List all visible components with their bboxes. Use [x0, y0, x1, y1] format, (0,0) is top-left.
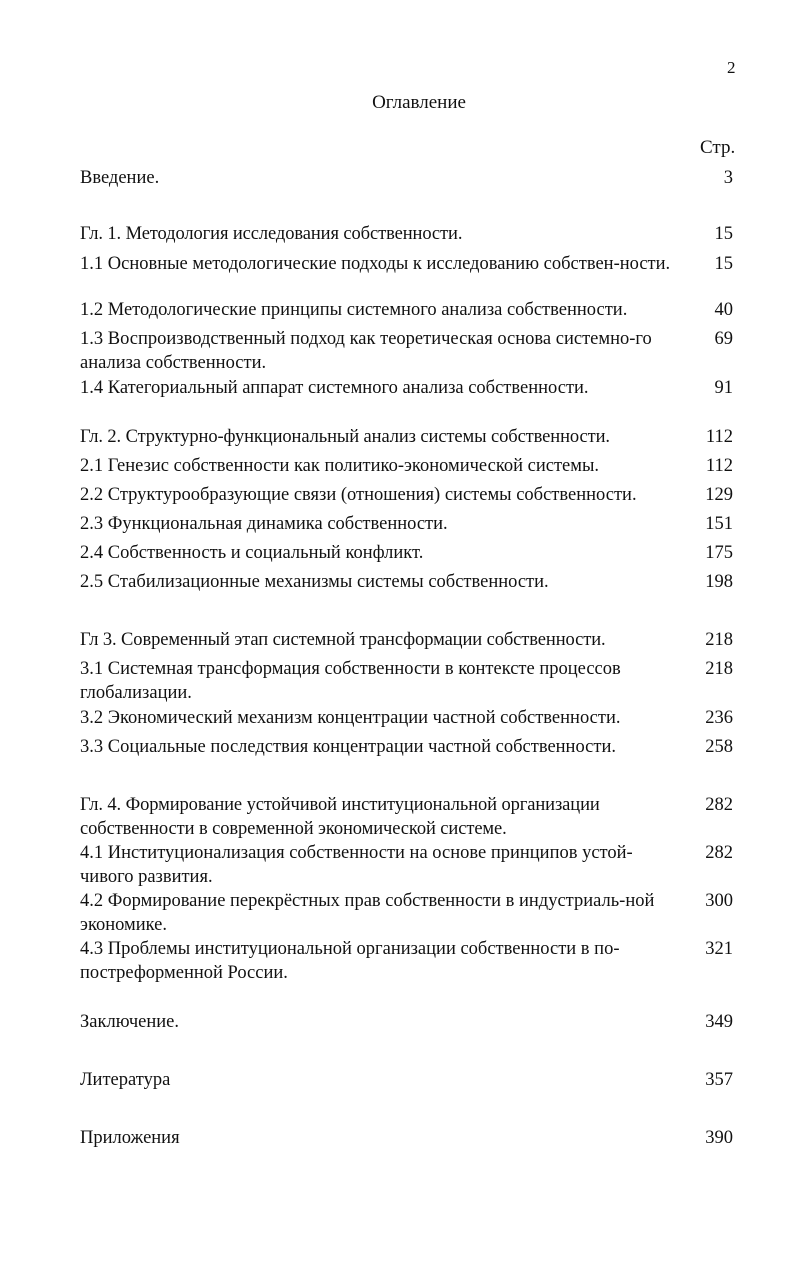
toc-entry-page: 258 [705, 737, 733, 757]
toc-entry-text: 1.2 Методологические принципы системного анализа собственности. [80, 300, 628, 320]
toc-entry-text: Гл. 2. Структурно-функциональный анализ системы собственности. [80, 427, 610, 447]
toc-entry-2-3 [80, 512, 735, 536]
toc-entry-conclusion [80, 1010, 735, 1034]
toc-entry-page: 321 [705, 939, 733, 959]
toc-entry-page: 349 [705, 1012, 733, 1032]
toc-entry-text: Введение. [80, 168, 160, 188]
toc-entry-page: 91 [714, 378, 733, 398]
toc-entry-page: 40 [714, 300, 733, 320]
toc-entry-text: 2.2 Структурообразующие связи (отношения) системы собственности. [80, 485, 637, 505]
toc-entry-page: 15 [714, 224, 733, 244]
toc-entry-text: 2.4 Собственность и социальный конфликт. [80, 543, 424, 563]
toc-entry-3-3 [80, 735, 735, 759]
toc-entry-literature [80, 1068, 735, 1092]
toc-entry-1-3 [80, 327, 735, 375]
toc-entry-page: 175 [705, 543, 733, 563]
toc-entry-1-2 [80, 298, 735, 322]
toc-entry-chapter-4 [80, 793, 735, 841]
toc-entry-2-2 [80, 483, 735, 507]
toc-entry-page: 3 [723, 168, 733, 188]
toc-entry-appendices [80, 1126, 735, 1150]
toc-entry-page: 300 [705, 891, 733, 911]
toc-entry-page: 357 [705, 1070, 733, 1090]
toc-entry-text: 2.3 Функциональная динамика собственности. [80, 514, 448, 534]
toc-entry-text: Гл. 4. Формирование устойчивой институциональной организации собственности в современной экономической системе. [80, 795, 600, 839]
toc-entry-1-1 [80, 252, 735, 276]
page-column-header: Стр. [700, 137, 736, 158]
toc-entry-page: 218 [705, 659, 733, 679]
toc-entry-text: Литература [80, 1070, 171, 1090]
toc-entry-page: 112 [705, 427, 733, 447]
toc-entry-page: 282 [705, 795, 733, 815]
toc-entry-text: Приложения [80, 1128, 180, 1148]
toc-entry-page: 129 [705, 485, 733, 505]
toc-entry-1-4 [80, 376, 735, 400]
toc-entry-text: Гл 3. Современный этап системной трансформации собственности. [80, 630, 606, 650]
toc-entry-chapter-3 [80, 628, 735, 652]
toc-entry-4-3 [80, 937, 735, 985]
toc-entry-2-1 [80, 454, 735, 478]
toc-entry-text: 4.1 Институционализация собственности на основе принципов устой-чивого развития. [80, 843, 633, 887]
toc-entry-page: 112 [705, 456, 733, 476]
toc-entry-page: 218 [705, 630, 733, 650]
toc-entry-2-4 [80, 541, 735, 565]
toc-entry-text: 3.3 Социальные последствия концентрации частной собственности. [80, 737, 616, 757]
toc-entry-introduction [80, 166, 735, 190]
page-number: 2 [727, 58, 736, 77]
toc-entry-text: 1.1 Основные методологические подходы к исследованию собствен-ности. [80, 254, 671, 274]
toc-entry-3-2 [80, 706, 735, 730]
toc-entry-page: 15 [714, 254, 733, 274]
toc-entry-text: 4.2 Формирование перекрёстных прав собственности в индустриаль-ной экономике. [80, 891, 655, 935]
toc-entry-text: 1.3 Воспроизводственный подход как теоретическая основа системно-го анализа собственности. [80, 329, 652, 373]
toc-entry-page: 69 [714, 329, 733, 349]
toc-entry-chapter-1 [80, 222, 735, 246]
toc-entry-4-1 [80, 841, 735, 889]
toc-entry-chapter-2 [80, 425, 735, 449]
toc-entry-4-2 [80, 889, 735, 937]
toc-entry-text: 3.2 Экономический механизм концентрации частной собственности. [80, 708, 621, 728]
toc-entry-2-5 [80, 570, 735, 594]
toc-entry-text: 3.1 Системная трансформация собственности в контексте процессов глобализации. [80, 659, 621, 703]
toc-entry-page: 198 [705, 572, 733, 592]
toc-entry-text: Заключение. [80, 1012, 179, 1032]
toc-entry-text: 2.1 Генезис собственности как политико-экономической системы. [80, 456, 600, 476]
toc-entry-page: 390 [705, 1128, 733, 1148]
toc-entry-text: 4.3 Проблемы институциональной организации собственности в по-постреформенной России. [80, 939, 620, 983]
toc-entry-page: 151 [705, 514, 733, 534]
toc-entry-page: 282 [705, 843, 733, 863]
toc-entry-3-1 [80, 657, 735, 705]
page-title: Оглавление [372, 92, 466, 113]
toc-entry-text: 2.5 Стабилизационные механизмы системы собственности. [80, 572, 549, 592]
toc-entry-text: Гл. 1. Методология исследования собственности. [80, 224, 463, 244]
toc-entry-page: 236 [705, 708, 733, 728]
toc-entry-text: 1.4 Категориальный аппарат системного анализа собственности. [80, 378, 589, 398]
